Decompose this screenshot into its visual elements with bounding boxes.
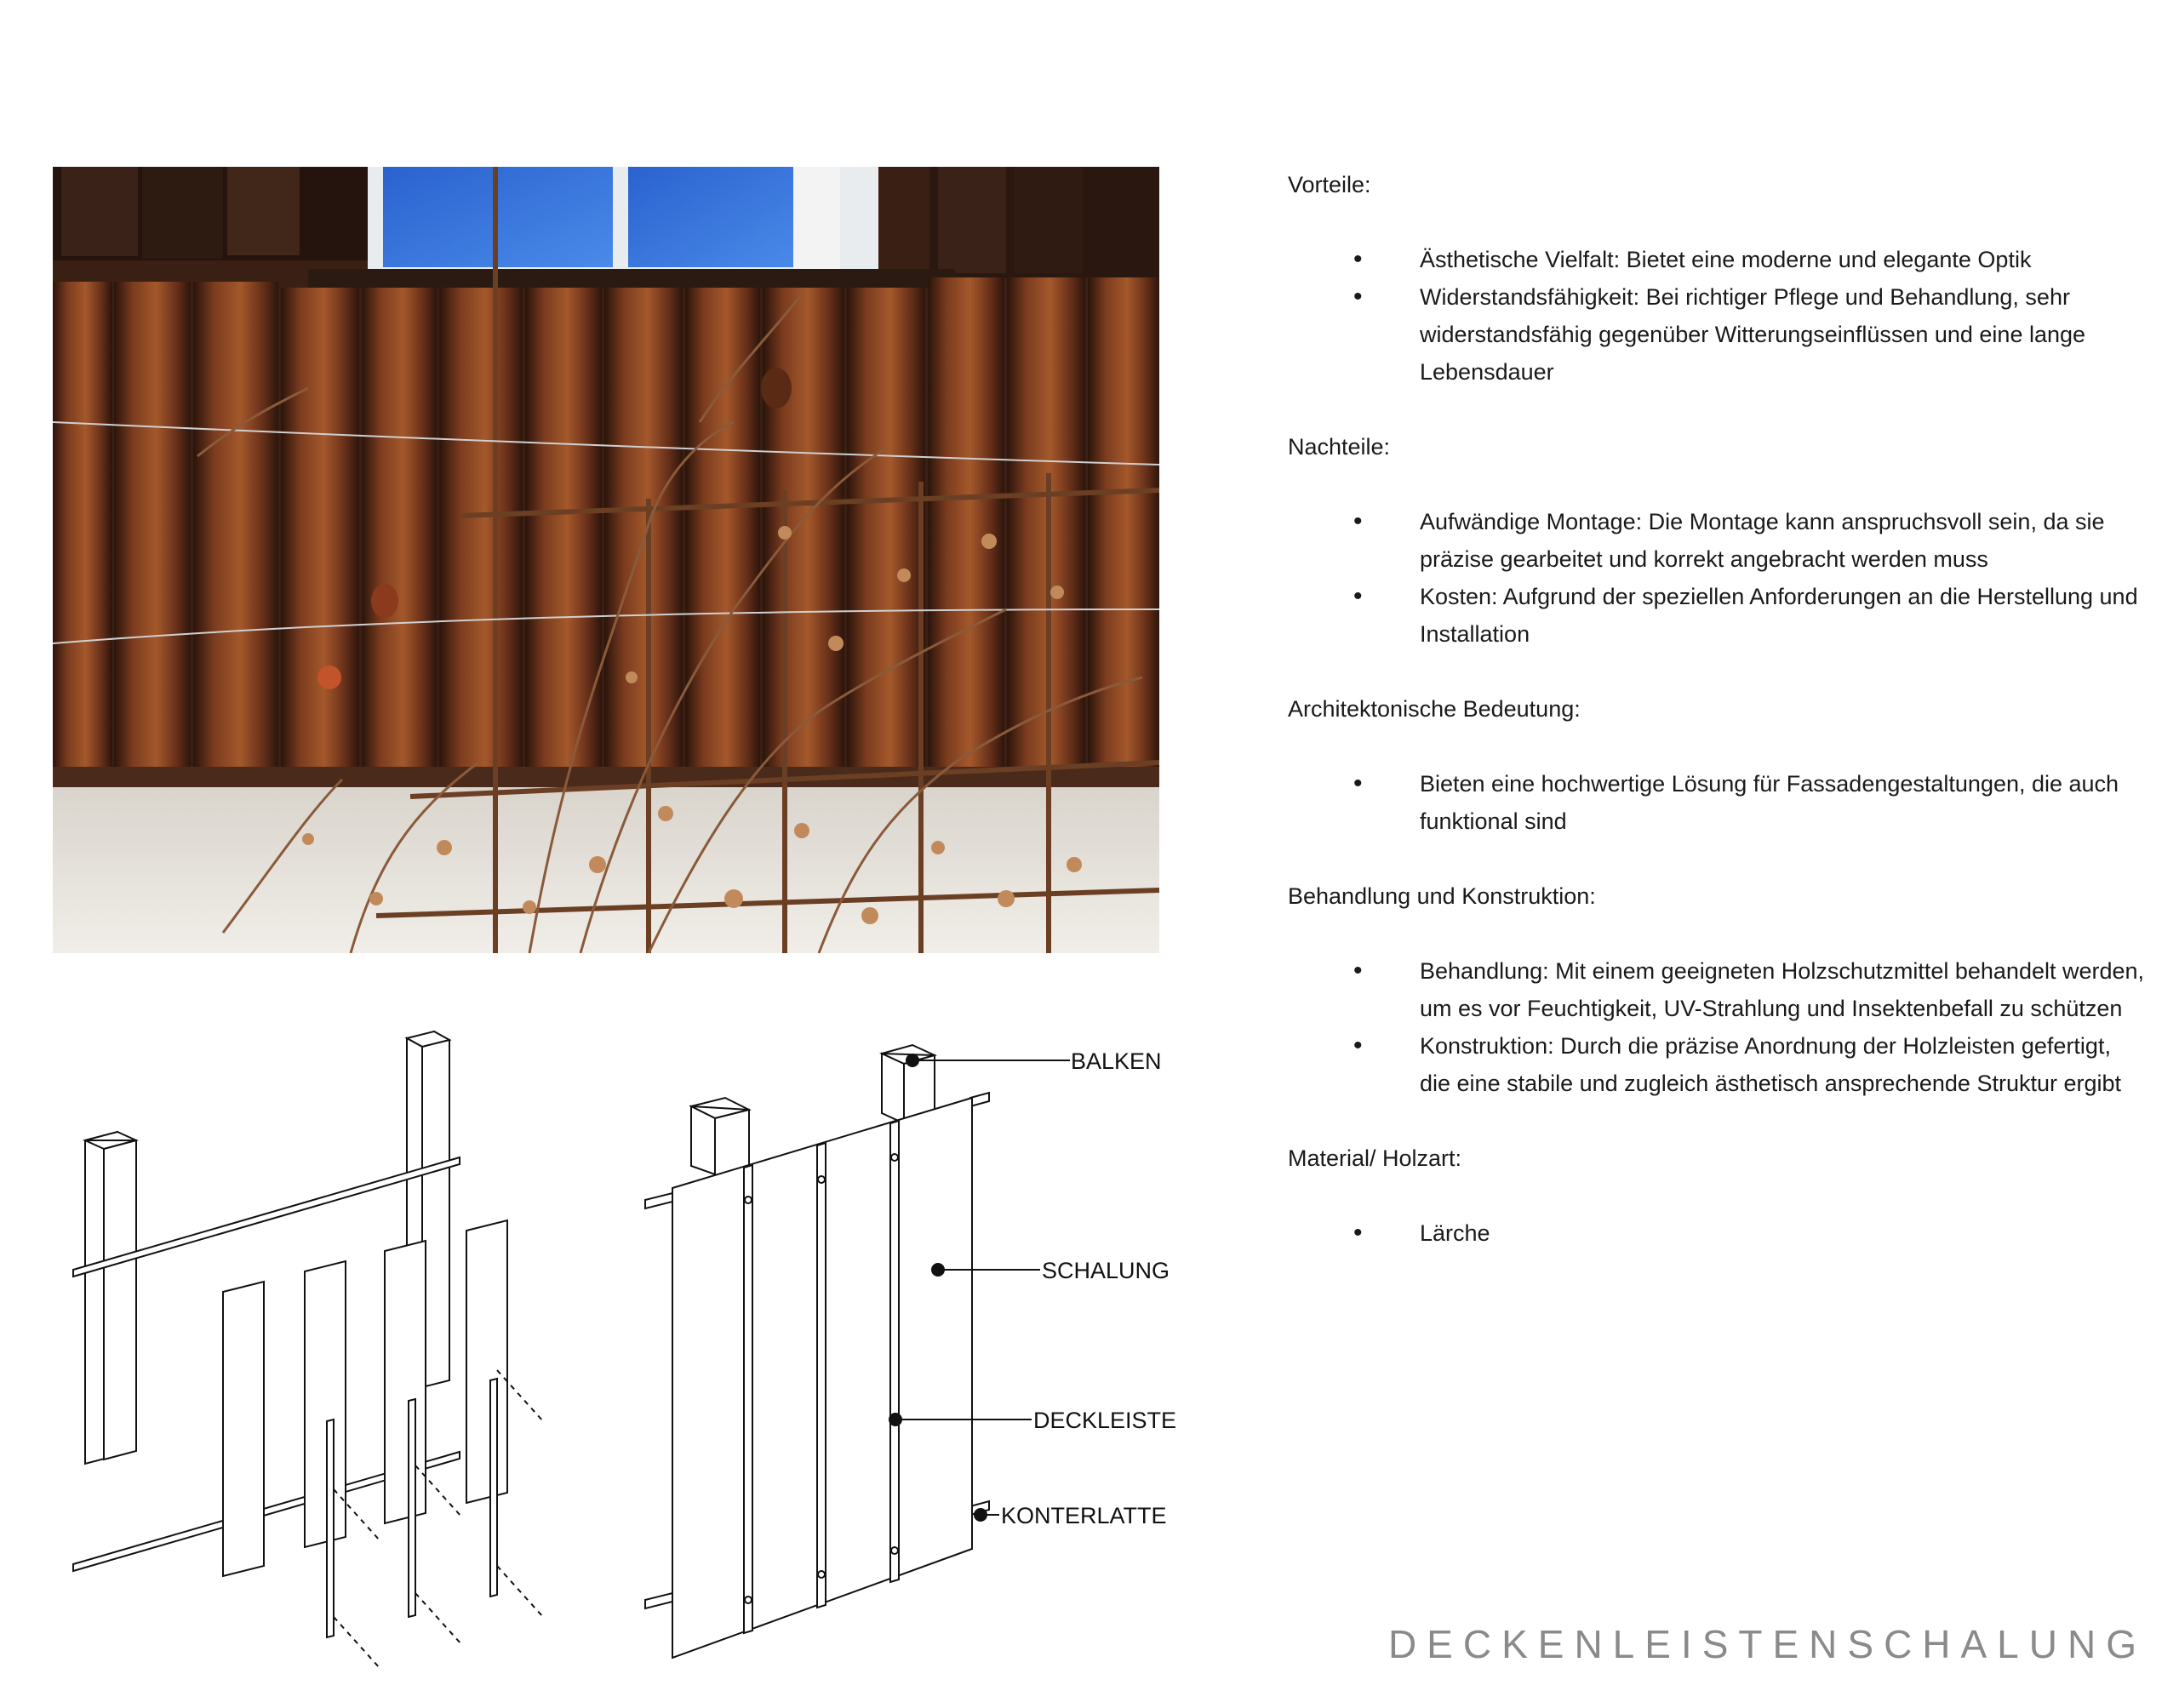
construction-diagrams bbox=[53, 1030, 1176, 1685]
list-item: • Bieten eine hochwertige Lösung für Fassadengestaltungen, die auch funktional sind bbox=[1288, 765, 2148, 840]
list-item: • Lärche bbox=[1288, 1214, 2148, 1252]
section-vorteile bbox=[1288, 166, 2148, 391]
window bbox=[308, 167, 955, 288]
section-material-holzart bbox=[1288, 1140, 2148, 1252]
list-item: • Behandlung: Mit einem geeigneten Holzschutzmittel behandelt werden, um es vor Feuchtigkeit, UV-Strahlung und Insektenbefall zu schützen bbox=[1288, 952, 2148, 1027]
assembled-diagram bbox=[645, 1045, 989, 1658]
list-item: • Kosten: Aufgrund der speziellen Anforderungen an die Herstellung und Installation bbox=[1288, 578, 2148, 653]
list-item: • Aufwändige Montage: Die Montage kann anspruchsvoll sein, da sie präzise gearbeitet und korrekt angebracht werden muss bbox=[1288, 503, 2148, 578]
section-heading: Behandlung und Konstruktion: bbox=[1288, 883, 1596, 909]
section-architektonische-bedeutung bbox=[1288, 690, 2148, 840]
section-heading: Material/ Holzart: bbox=[1288, 1145, 1462, 1171]
section-behandlung-konstruktion bbox=[1288, 877, 2148, 1102]
boards bbox=[223, 1220, 507, 1576]
bullet-list bbox=[1288, 765, 2148, 840]
bullet-list bbox=[1288, 1214, 2148, 1252]
facade-photo bbox=[53, 167, 1159, 953]
wooden-planks bbox=[53, 277, 1159, 775]
bullet-list bbox=[1288, 503, 2148, 653]
assembled-beam-left bbox=[691, 1098, 749, 1178]
label-schalung: SCHALUNG bbox=[1042, 1258, 1170, 1283]
page-title: DECKENLEISTENSCHALUNG bbox=[1387, 1622, 2147, 1666]
label-balken: BALKEN bbox=[1071, 1048, 1162, 1074]
list-item: • Ästhetische Vielfalt: Bietet eine moderne und elegante Optik bbox=[1288, 241, 2148, 278]
label-konterlatte: KONTERLATTE bbox=[1001, 1503, 1167, 1528]
screw-lines bbox=[334, 1370, 543, 1668]
list-item: • Konstruktion: Durch die präzise Anordnung der Holzleisten gefertigt, die eine stabile und zugleich ästhetisch ansprechende Struktur ergibt bbox=[1288, 1027, 2148, 1102]
info-text-column bbox=[1288, 166, 2148, 1289]
section-nachteile bbox=[1288, 428, 2148, 653]
list-item: • Widerstandsfähigkeit: Bei richtiger Pflege und Behandlung, sehr widerstandsfähig gegenüber Witterungseinflüssen und eine lange Lebensdauer bbox=[1288, 278, 2148, 391]
section-heading: Vorteile: bbox=[1288, 172, 1371, 197]
beam-left bbox=[85, 1132, 136, 1464]
section-heading: Architektonische Bedeutung: bbox=[1288, 696, 1581, 722]
section-heading: Nachteile: bbox=[1288, 434, 1391, 460]
exploded-diagram bbox=[73, 1031, 543, 1668]
facade-photo-drawing bbox=[53, 167, 1159, 953]
bullet-list bbox=[1288, 952, 2148, 1102]
label-deckleiste: DECKLEISTE bbox=[1033, 1408, 1176, 1433]
bullet-list bbox=[1288, 241, 2148, 391]
